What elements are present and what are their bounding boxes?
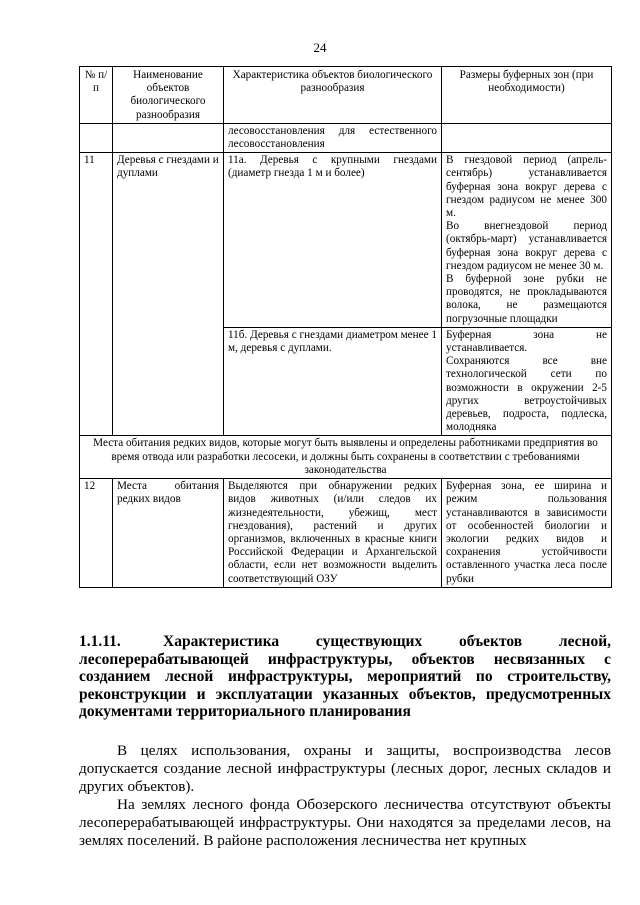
row-object-name: Деревья с гнездами и дуплами [113, 153, 224, 436]
continuation-cell: лесовосстановления для естественного лесовосстановления [224, 123, 442, 152]
table-section-note-row [80, 436, 612, 479]
table-header-row [80, 67, 612, 124]
body-paragraph: В целях использования, охраны и защиты, воспроизводства лесов допускается создание лесной инфраструктуры (лесных дорог, лесных складов и других объектов). [79, 742, 611, 795]
header-buffer-zones: Размеры буферных зон (при необходимости) [442, 67, 612, 124]
row-11b-buffer [442, 327, 612, 436]
section-title: Характеристика существующих объектов лесной, лесоперерабатывающей инфраструктуры, объектов несвязанных с созданием лесной инфраструктуры, мероприятий по строительству, реконструкции и эксплуатации указанных объектов, предусмотренных документами территориального планирования [79, 633, 611, 720]
row-11b-characteristics: 11б. Деревья с гнездами диаметром менее 1 м, деревья с дуплами. [224, 327, 442, 436]
row-11a-buffer [442, 153, 612, 328]
row-12-characteristics: Выделяются при обнаружении редких видов животных (и/или следов их жизнедеятельности, убежищ, мест гнездования), растений и других организмов, включенных в красные книги Российской Федерации и Архангельской области, если нет возможности выделить соответствующий ОЗУ [224, 479, 442, 588]
buffer-text: Буферная зона не устанавливается. [446, 328, 607, 355]
header-object-name: Наименование объектов биологического разнообразия [113, 67, 224, 124]
buffer-text: Во внегнездовой период (октябрь-март) устанавливается буферная зона вокруг дерева с гнездом радиусом не менее 30 м. [446, 220, 607, 272]
section-number: 1.1.11. [79, 633, 121, 650]
table-row-continuation [80, 123, 612, 152]
page-number: 24 [313, 40, 327, 55]
table-row-11a [80, 153, 612, 328]
table-row-12 [80, 479, 612, 588]
header-characteristics: Характеристика объектов биологического разнообразия [224, 67, 442, 124]
row-number: 11 [80, 153, 113, 436]
body-paragraph: На землях лесного фонда Обозерского лесничества отсутствуют объекты лесоперерабатывающей инфраструктуры. Они находятся за пределами лесов, на землях поселений. В районе расположения лесничества нет крупных [79, 796, 611, 849]
header-number: № п/п [80, 67, 113, 124]
row-11a-characteristics: 11а. Деревья с крупными гнездами (диаметр гнезда 1 м и более) [224, 153, 442, 328]
row-object-name: Места обитания редких видов [113, 479, 224, 588]
buffer-text: В буферной зоне рубки не проводятся, не прокладываются волока, не размещаются погрузочные площадки [446, 273, 607, 325]
buffer-text: В гнездовой период (апрель-сентябрь) устанавливается буферная зона вокруг дерева с гнездом радиусом не менее 300 м. [446, 154, 607, 220]
section-note: Места обитания редких видов, которые могут быть выявлены и определены работниками предприятия во время отвода или разработки лесосеки, и должны быть сохранены в соответствии с требованиями законодательства [80, 436, 612, 479]
buffer-text: Сохраняются все вне технологической сети по возможности в окружении 2-5 других ветроустойчивых деревьев, подроста, подлеска, молодняка [446, 355, 607, 434]
row-number: 12 [80, 479, 113, 588]
row-12-buffer: Буферная зона, ее ширина и режим пользования устанавливаются в зависимости от особенностей биологии и экологии редких видов и сохранения устойчивости оставленного участка леса после рубки [442, 479, 612, 588]
section-heading [79, 633, 611, 721]
biodiversity-table [79, 66, 612, 588]
